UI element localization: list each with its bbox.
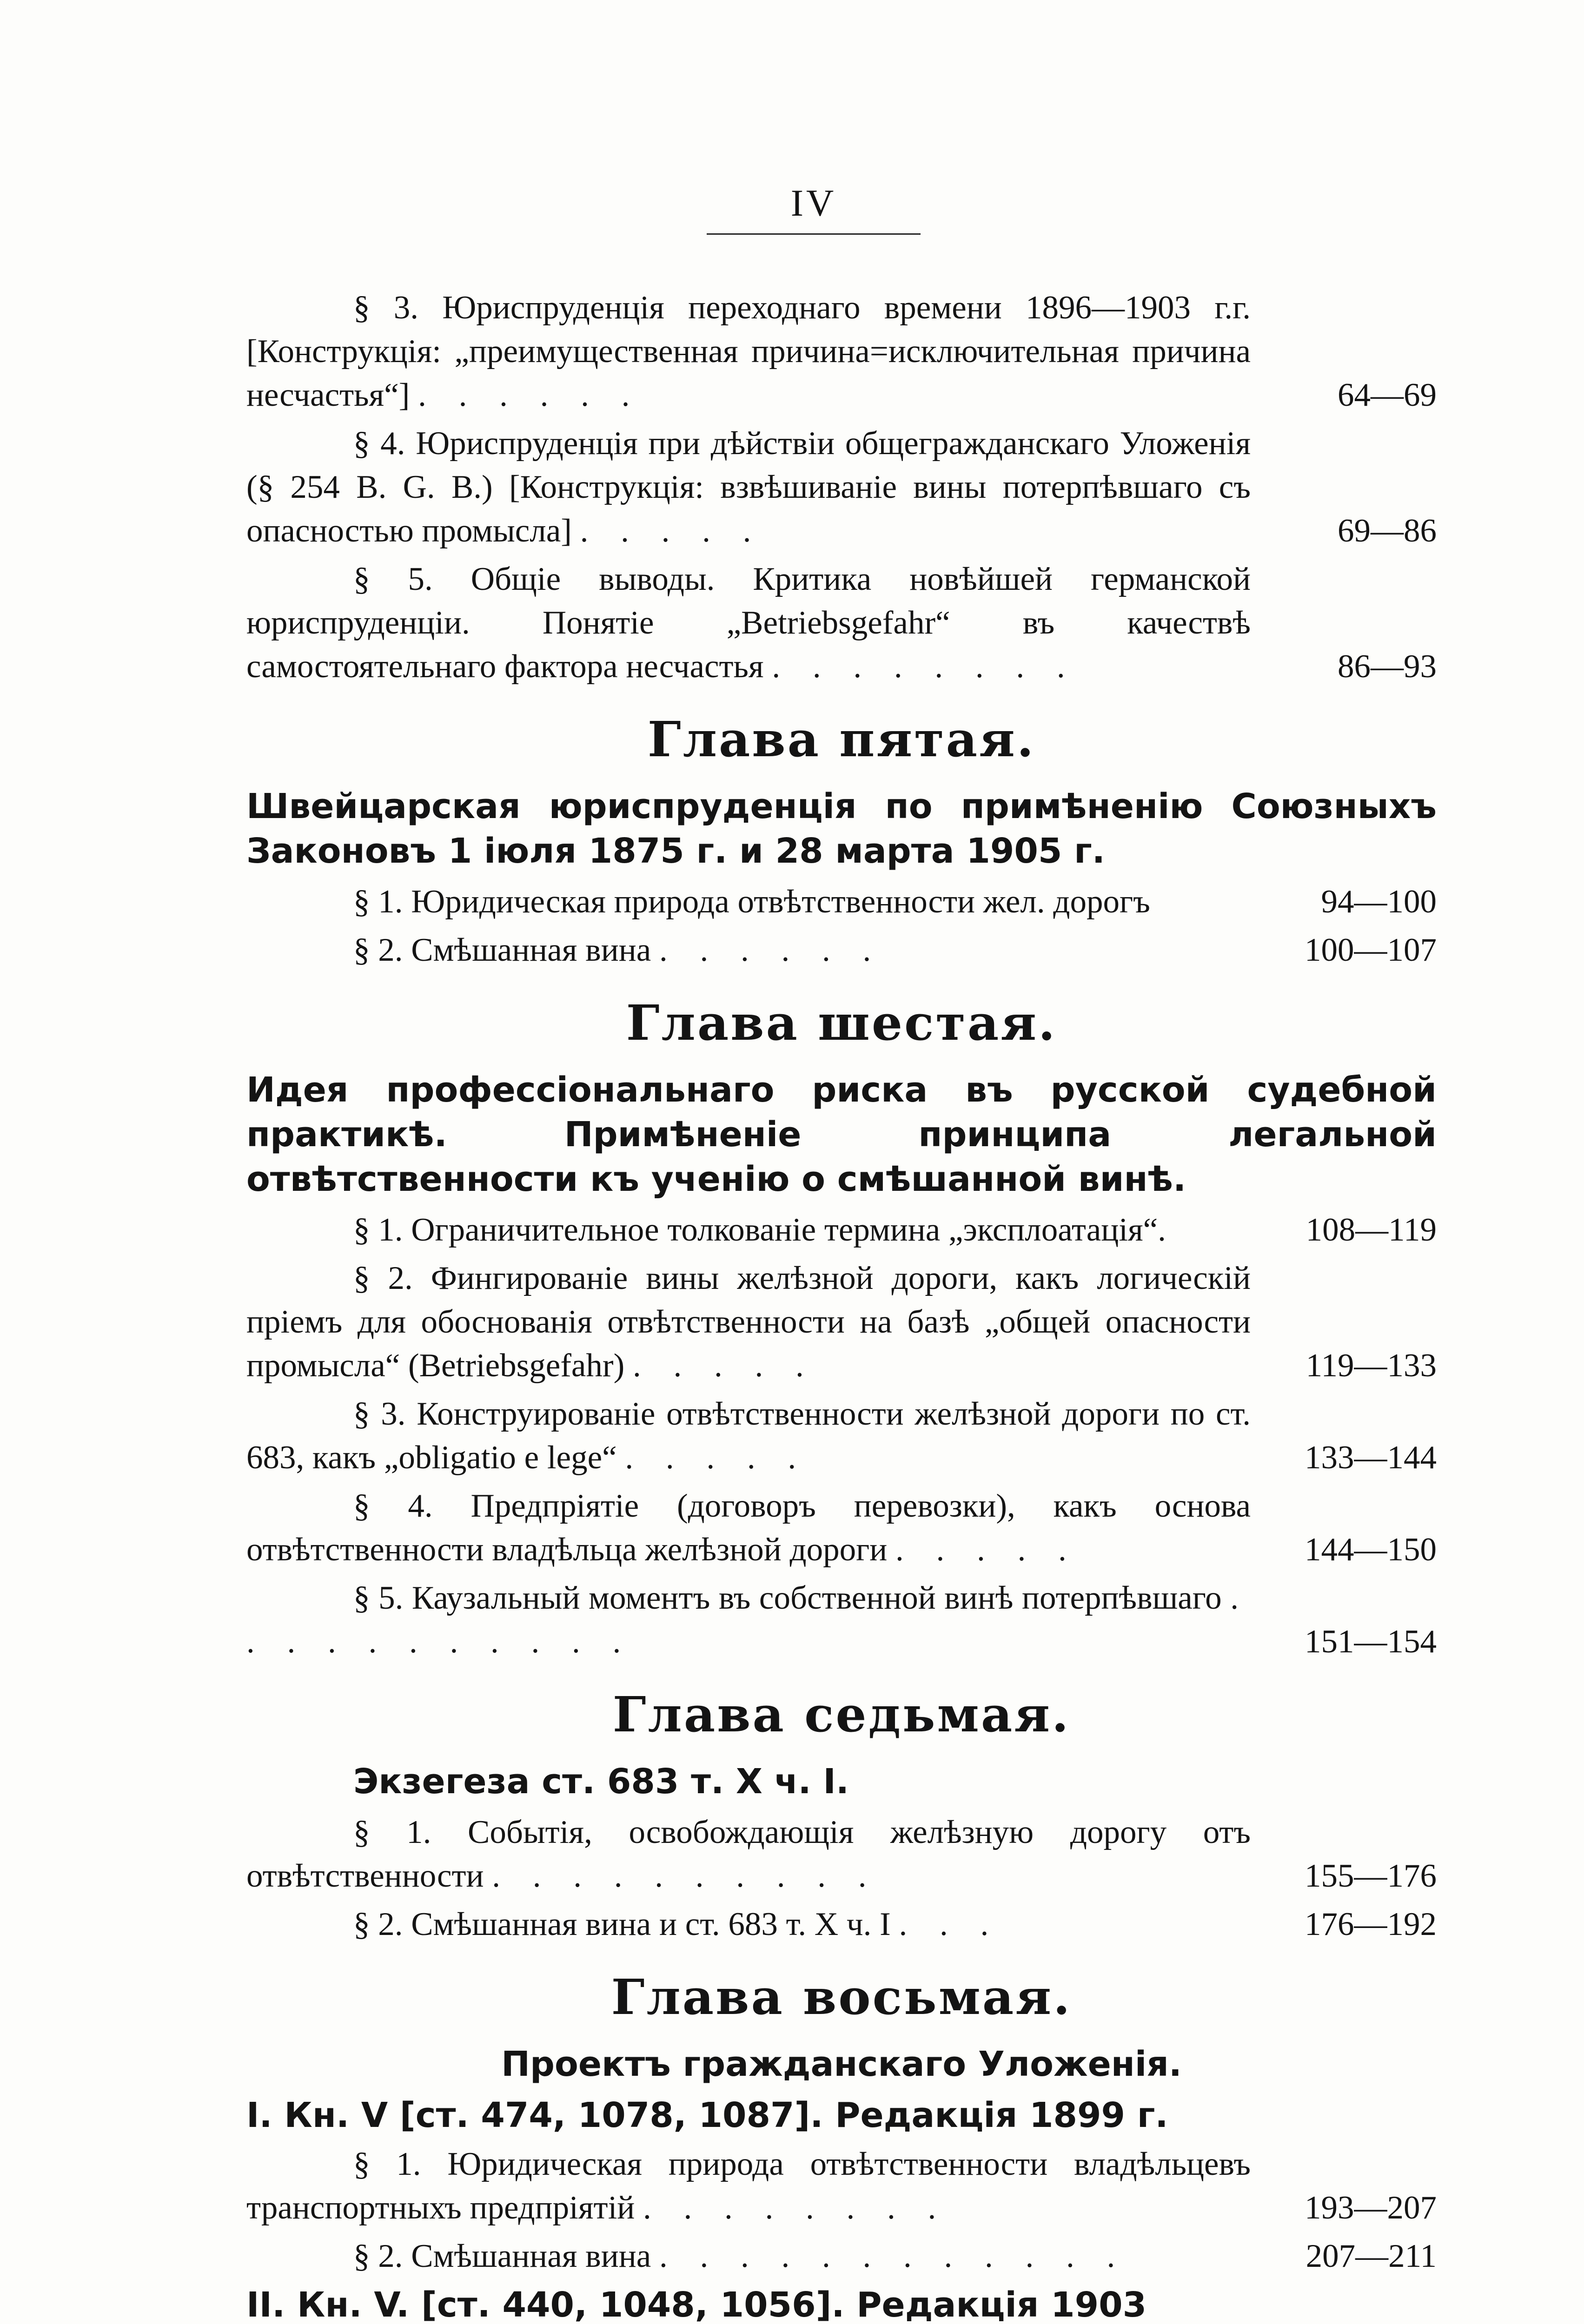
chapter-subtitle: Идея профессіональнаго риска въ русской судебной практикѣ. Примѣненіе принципа легальной отвѣтственности къ ученію о смѣшанной винѣ. xyxy=(246,1070,1437,1199)
page-header xyxy=(707,181,921,235)
toc-entry-title xyxy=(246,557,1251,688)
chapter-heading: Глава шестая. xyxy=(626,994,1057,1051)
toc-entry-text: § 2. Смѣшанная вина xyxy=(353,932,651,968)
chapter-subtitle: Экзегеза ст. 683 т. X ч. I. xyxy=(353,1762,849,1802)
toc-page-range: 155—176 xyxy=(1305,1858,1437,1894)
toc-entry xyxy=(246,1902,1437,1946)
toc-entry xyxy=(246,286,1437,417)
toc-entry-title xyxy=(246,2142,1251,2230)
toc-entry xyxy=(246,422,1437,553)
toc-entry-text: § 4. Юриспруденція при дѣйствіи общегражданскаго Уложенія (§ 254 B. G. B.) [Конструкція: взвѣшиваніе вины потерпѣвшаго съ опасностью промысла] xyxy=(246,425,1251,549)
toc-entry-text: § 1. Юридическая природа отвѣтственности владѣльцевъ транспортныхъ предпріятій xyxy=(246,2146,1251,2226)
toc-entry-title xyxy=(246,1256,1251,1387)
toc-page-range: 86—93 xyxy=(1338,648,1437,685)
toc-entry-text: § 1. Юридическая природа отвѣтственности жел. дорогъ xyxy=(353,884,1150,920)
toc-entry-text: § 3. Юриспруденція переходнаго времени 1896—1903 г.г. [Конструкція: „преимущественная причина=исключительная причина несчастья“] xyxy=(246,290,1251,413)
toc-entry-text: § 1. Ограничительное толкованіе термина „эксплоатація“. xyxy=(353,1212,1166,1248)
chapter-subtitle: Швейцарская юриспруденція по примѣненію Союзныхъ Законовъ 1 іюля 1875 г. и 28 марта 1905 г. xyxy=(246,786,1437,871)
toc-entry-title xyxy=(246,1810,1251,1898)
chapter-heading: Глава седьмая. xyxy=(612,1686,1071,1743)
toc-entry-text: § 5. Общіе выводы. Критика новѣйшей германской юриспруденціи. Понятіе „Betriebsgefahr“ въ качествѣ самостоятельнаго фактора несчастья xyxy=(246,561,1251,685)
toc-entry xyxy=(246,557,1437,688)
dot-leader: . . . . . . . . xyxy=(772,648,1077,685)
toc-entry-text: § 2. Смѣшанная вина и ст. 683 т. X ч. I xyxy=(353,1906,891,1942)
toc-page-range: 108—119 xyxy=(1306,1212,1437,1248)
dot-leader: . . . . . xyxy=(895,1532,1079,1568)
toc-entry-text: II. Кн. V. [ст. 440, 1048, 1056]. Редакція 1903 xyxy=(246,2285,1147,2324)
dot-leader: . . . xyxy=(899,1906,1001,1942)
dot-leader: . . . . . . . . . . . xyxy=(246,1580,1251,1660)
toc-entry xyxy=(246,880,1437,924)
toc-entry xyxy=(246,2234,1437,2278)
toc-page-range: 69—86 xyxy=(1338,513,1437,549)
toc-entry xyxy=(246,1484,1437,1571)
toc-entry xyxy=(246,1208,1437,1252)
toc-entry-title xyxy=(246,2093,1251,2138)
toc-entry-text: § 2. Фингированіе вины желѣзной дороги, какъ логическій пріемъ для обоснованія отвѣтственности на базѣ „общей опасности промысла“ (Betriebsgefahr) xyxy=(246,1260,1251,1384)
toc-entry-title xyxy=(246,422,1251,553)
toc-entry xyxy=(246,2142,1437,2230)
toc-entry xyxy=(246,1576,1437,1664)
toc-entry-title xyxy=(246,1484,1251,1571)
table-of-contents xyxy=(246,286,1437,2324)
toc-bold-entry xyxy=(246,2093,1437,2138)
toc-bold-entry xyxy=(246,2283,1437,2324)
toc-entry-text: I. Кн. V [ст. 474, 1078, 1087]. Редакція 1899 г. xyxy=(246,2095,1168,2135)
toc-entry-text: § 2. Смѣшанная вина xyxy=(353,2238,651,2274)
toc-page-range: 151—154 xyxy=(1305,1624,1437,1660)
dot-leader: . . . . . xyxy=(580,513,763,549)
toc-entry-title xyxy=(246,1208,1251,1252)
toc-entry xyxy=(246,928,1437,972)
dot-leader: . . . . . . xyxy=(418,377,642,413)
toc-entry-title xyxy=(246,2234,1251,2278)
toc-entry-text: § 3. Конструированіе отвѣтственности желѣзной дороги по ст. 683, какъ „obligatio e lege“ xyxy=(246,1396,1251,1476)
toc-entry-text: § 1. Событія, освобождающія желѣзную дорогу отъ отвѣтственности xyxy=(246,1814,1251,1894)
toc-page-range: 133—144 xyxy=(1305,1439,1437,1476)
toc-page-range: 119—133 xyxy=(1306,1347,1437,1384)
toc-entry-title xyxy=(246,880,1251,924)
toc-page-range: 193—207 xyxy=(1305,2190,1437,2226)
dot-leader: . . . . . . . . xyxy=(643,2190,948,2226)
dot-leader: . . . . . . . . . . . . xyxy=(659,2238,1127,2274)
toc-page-range: 176—192 xyxy=(1305,1906,1437,1942)
toc-entry-title xyxy=(246,928,1251,972)
toc-page-range: 207—211 xyxy=(1306,2238,1437,2274)
page-number: IV xyxy=(790,182,837,224)
header-rule xyxy=(707,233,921,235)
toc-entry xyxy=(246,1256,1437,1387)
chapter-heading: Глава восьмая. xyxy=(611,1968,1072,2026)
toc-page-range: 100—107 xyxy=(1305,932,1437,968)
toc-entry-title xyxy=(246,1392,1251,1479)
toc-page-range: 144—150 xyxy=(1305,1532,1437,1568)
chapter-subtitle: Проектъ гражданскаго Уложенія. xyxy=(501,2044,1182,2084)
dot-leader: . . . . . xyxy=(625,1439,809,1476)
toc-entry-text: § 4. Предпріятіе (договоръ перевозки), какъ основа отвѣтственности владѣльца желѣзной дороги xyxy=(246,1488,1251,1568)
toc-entry-title xyxy=(246,1576,1251,1664)
toc-entry xyxy=(246,1810,1437,1898)
dot-leader: . . . . . . xyxy=(659,932,883,968)
chapter-heading: Глава пятая. xyxy=(647,711,1036,768)
toc-page-range: 94—100 xyxy=(1321,884,1437,920)
toc-page-range: 64—69 xyxy=(1338,377,1437,413)
dot-leader: . . . . . xyxy=(632,1347,816,1384)
toc-entry-title xyxy=(246,286,1251,417)
toc-entry-text: § 5. Каузальный моментъ въ собственной винѣ потерпѣвшаго xyxy=(353,1580,1222,1616)
toc-entry xyxy=(246,1392,1437,1479)
toc-entry-title xyxy=(246,2283,1251,2324)
dot-leader: . . . . . . . . . . xyxy=(492,1858,879,1894)
toc-entry-title xyxy=(246,1902,1251,1946)
